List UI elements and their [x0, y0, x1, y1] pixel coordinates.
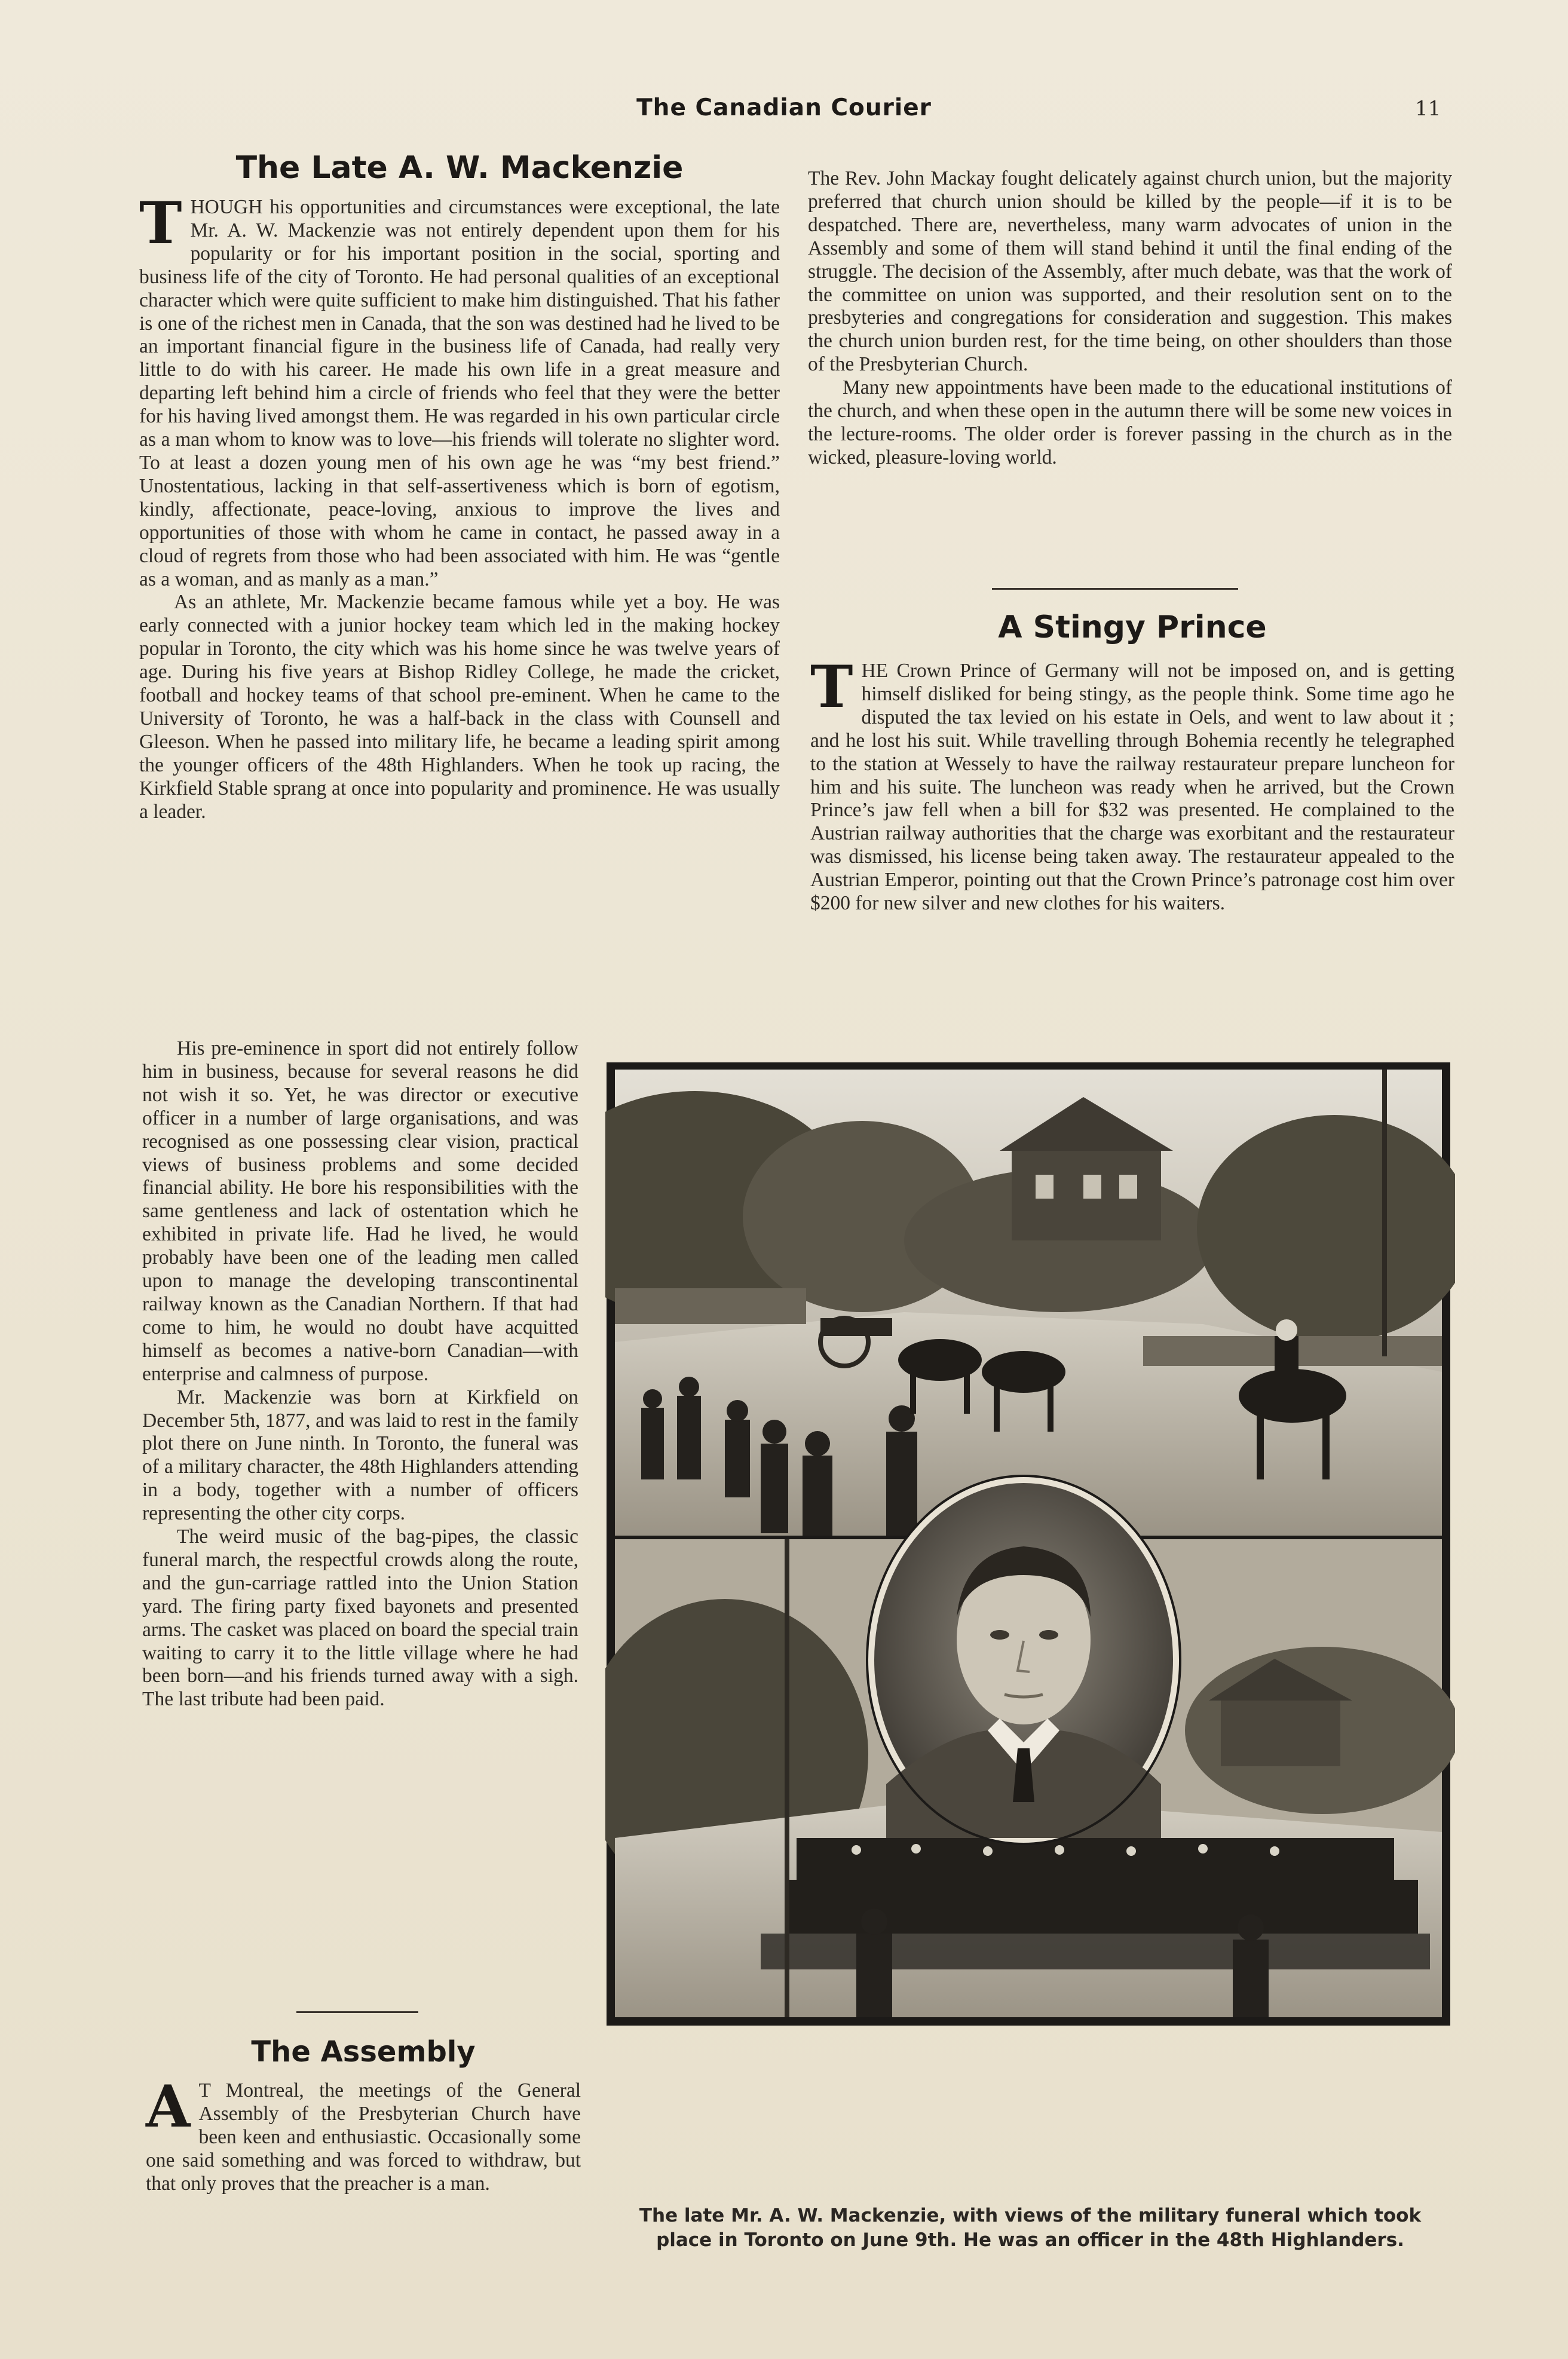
mackenzie-paragraph-4: Mr. Mackenzie was born at Kirkfield on December 5th, 1877, and was laid to rest in the family plot there on June ninth. In Toronto, the funeral was of a military character, the 48th Highlanders attending in a body, together with a number of officers representing the other city corps.	[142, 1386, 578, 1525]
dropcap: T	[810, 653, 853, 721]
headline-mackenzie: The Late A. W. Mackenzie	[235, 150, 684, 186]
article-mackenzie	[139, 148, 780, 823]
prince-paragraph-1: THE Crown Prince of Germany will not be imposed on, and is getting himself disliked for being stingy, as the people think. Some time ago he disputed the tax levied on his estate in Oels, and went to law about it ; and he lost his suit. While travelling through Bohemia recently he telegraphed to the station at Wessely to have the railway restaurateur prepare luncheon for him and his suite. The luncheon was ready when he arrived, but the Crown Prince’s jaw fell when a bill for $32 was presented. He complained to the Austrian railway authorities that the charge was exorbitant and the restaurateur was dismissed, his license being taken away. The restaurateur appealed to the Austrian Emperor, pointing out that the Crown Prince’s patronage cost him over $200 for new silver and new clothes for his waiters.	[810, 653, 1454, 915]
dropcap: T	[139, 189, 182, 257]
funeral-photo-illustration	[605, 1061, 1455, 2029]
mackenzie-paragraph-3: His pre-eminence in sport did not entirely follow him in business, because for several reasons he did not wish it so. Yet, he was director or executive officer in a number of large organisations, and was recognised as one possessing clear vision, practical views of business problems and some decided financial ability. He bore his responsibilities with the same gentleness and lack of ostentation which he exhibited in private life. Had he lived, he would probably have been one of the leading men called upon to manage the developing transcontinental railway known as the Canadian Northern. If that had come to him, he would no doubt have acquitted himself as becomes a native-born Canadian—with enterprise and calmness of purpose.	[142, 1037, 578, 1385]
running-title: The Canadian Courier	[636, 94, 932, 121]
divider-rule	[296, 2011, 418, 2013]
mackenzie-paragraph-2: As an athlete, Mr. Mackenzie became famous while yet a boy. He was early connected with a junior hockey team which led in the making hockey popular in Toronto, the city which was his home since he was twelve years of age. During his five years at Bishop Ridley College, he made the cricket, football and hockey teams of that school pre-eminent. When he came to the University of Toronto, he was a half-back in the class with Counsell and Gleeson. When he passed into military life, he became a leading spirit among the younger officers of the 48th Highlanders. When he took up racing, the Kirkfield Stable sprang at once into popularity and prominence. He was usually a leader.	[139, 591, 780, 823]
mackenzie-paragraph-1: THOUGH his opportunities and circumstances were exceptional, the late Mr. A. W. Mackenzie was not entirely dependent upon them for his popularity or for his important position in the social, sporting and business life of the city of Toronto. He had personal qualities of an exceptional character which were quite sufficient to make him distinguished. That his father is one of the richest men in Canada, that the son was destined had he lived to be an important financial figure in the business life of Canada, had really very little to do with his career. He made his own life in a great measure and departing left behind him a circle of friends who feel that they were the better for his having lived amongst them. He was regarded in his own particular circle as a man whom to know was to love—his friends will tolerate no slighter word. To at least a dozen young men of his own age he was “my best friend.” Unostentatious, lacking in that self-assertiveness which is born of egotism, kindly, affectionate, peace-loving, anxious to improve the lives and opportunities of those with whom he came in contact, he passed away in a cloud of regrets from those who had been associated with him. He was “gentle as a woman, and as manly as a man.”	[139, 189, 780, 590]
photo-composite	[605, 1061, 1455, 2029]
divider-rule	[992, 588, 1238, 590]
mackenzie-paragraph-5: The weird music of the bag-pipes, the classic funeral march, the respectful crowds along the route, and the gun-carriage rattled into the Union Station yard. The firing party fixed bayonets and presented arms. The casket was placed on board the special train waiting to carry it to the little village where he had been born—and his friends turned away with a sigh. The last tribute had been paid.	[142, 1525, 578, 1711]
assembly-paragraph-1: A T Montreal, the meetings of the General Assembly of the Presbyterian Church have been keen and enthusiastic. Occasionally some one said something and was forced to withdraw, but that only proves that the preacher is a man.	[146, 2073, 581, 2195]
assembly-paragraph-2: The Rev. John Mackay fought delicately against church union, but the majority preferred that church union should be killed by the people—if it is to be despatched. There are, nevertheless, many warm advocates of union in the Assembly and some of them will stand behind it until the final ending of the struggle. The decision of the Assembly, after much debate, was that the work of the committee on union was supported, and their resolution sent on to the presbyteries and congregations for consideration and suggestion. This makes the church union burden rest, for the time being, on other shoulders than those of the Presbyterian Church.	[808, 167, 1452, 376]
article-mackenzie-continued	[142, 1037, 578, 1711]
headline-prince: A Stingy Prince	[998, 609, 1267, 645]
article-assembly-continued	[808, 167, 1452, 470]
article-assembly	[146, 2034, 581, 2196]
article-prince	[810, 603, 1454, 915]
page-number: 11	[1415, 97, 1441, 121]
dropcap: A	[146, 2073, 191, 2140]
assembly-paragraph-3: Many new appointments have been made to the educational institutions of the church, and when these open in the autumn there will be some new voices in the lecture-rooms. The older order is forever passing in the church as in the wicked, pleasure-loving world.	[808, 376, 1452, 468]
funeral-procession-photo	[605, 1070, 1455, 1536]
mackenzie-text	[139, 189, 780, 823]
headline-assembly: The Assembly	[251, 2035, 476, 2069]
photo-caption: The late Mr. A. W. Mackenzie, with views of the military funeral which took place in Toronto on June 9th. He was an officer in the 48th Highlanders.	[639, 2205, 1422, 2251]
mackenzie-portrait	[867, 1476, 1180, 1844]
